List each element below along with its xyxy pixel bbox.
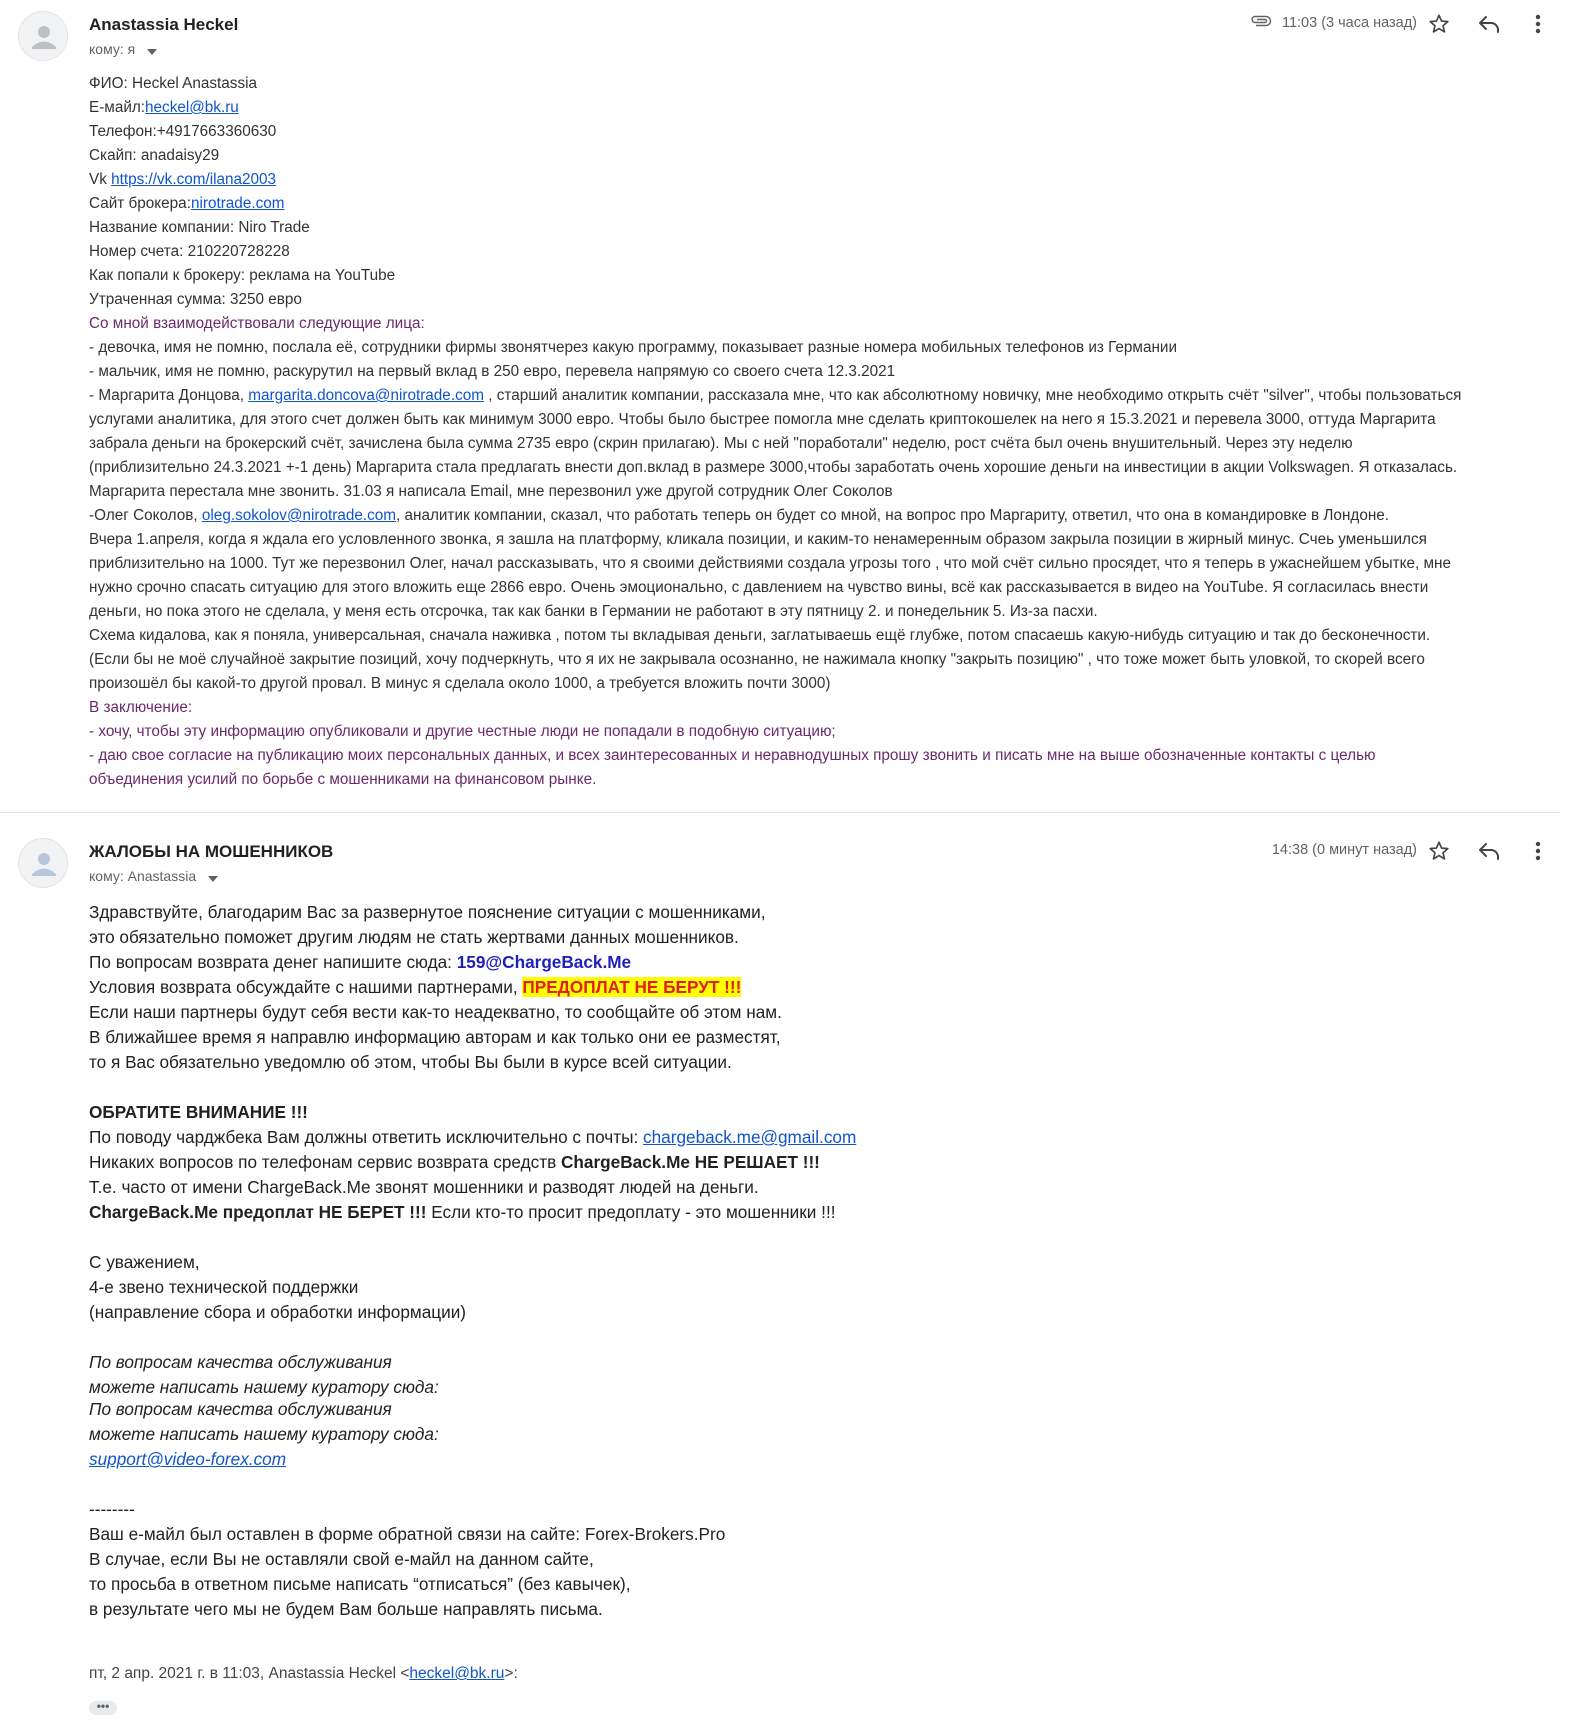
conclusion-heading: В заключение: — [89, 699, 193, 716]
body-line — [89, 1447, 1489, 1472]
chargeback-email[interactable]: 159@ChargeBack.Me — [456, 952, 632, 972]
email-link[interactable]: heckel@bk.ru — [145, 99, 239, 116]
message-body — [89, 900, 1489, 1622]
message-time: 14:38 (0 минут назад) — [1271, 842, 1417, 858]
star-icon — [1428, 13, 1450, 35]
reply-button[interactable] — [1476, 838, 1502, 864]
body-line: Маргарита перестала мне звонить. 31.03 я написала Email, мне перезвонил уже другой сотрудник Олег Соколов — [89, 483, 893, 500]
recipient-label: кому: Anastassia — [89, 868, 197, 884]
body-line: В ближайшее время я направлю информацию авторам и как только они ее разместят, — [89, 1027, 781, 1047]
more-vert-icon — [1535, 841, 1541, 861]
body-line: Как попали к брокеру: реклама на YouTube — [89, 267, 396, 284]
sender-name[interactable]: ЖАЛОБЫ НА МОШЕННИКОВ — [89, 842, 334, 861]
more-vert-icon — [1535, 14, 1541, 34]
vk-link[interactable]: https://vk.com/ilana2003 — [111, 171, 277, 188]
body-line: Номер счета: 210220728228 — [89, 243, 290, 260]
signature-line: (направление сбора и обработки информации) — [89, 1302, 467, 1322]
body-line: забрала деньги на брокерский счёт, зачислена была сумма 2735 евро (скрин прилагаю). Мы с ней "поработали" неделю, рост счёта был очень внушительный. Через эту неделю — [89, 435, 1353, 452]
star-button[interactable] — [1426, 11, 1452, 37]
reply-icon — [1477, 13, 1501, 35]
body-line: Сайт брокера:nirotrade.com — [89, 195, 285, 212]
body-line: В случае, если Вы не оставляли свой е-майл на данном сайте, — [89, 1549, 594, 1569]
chevron-down-icon[interactable] — [208, 869, 218, 885]
message-meta — [1272, 842, 1417, 858]
email-link[interactable]: chargeback.me@gmail.com — [643, 1127, 857, 1147]
body-line: (Если бы не моё случайноё закрытие позиций, хочу подчеркнуть, что я их не закрывала осознанно, не нажимала кнопку "закрыть позицию" , что тоже может быть уловкой, то скорей всего — [89, 651, 1425, 668]
reply-button[interactable] — [1476, 11, 1502, 37]
email-link[interactable]: margarita.doncova@nirotrade.com — [248, 387, 484, 404]
attention-heading: ОБРАТИТЕ ВНИМАНИЕ !!! — [89, 1102, 308, 1122]
body-line: Условия возврата обсуждайте с нашими партнерами, ПРЕДОПЛАТ НЕ БЕРУТ !!! — [89, 977, 742, 997]
message-body — [89, 72, 1569, 792]
body-line: Телефон:+4917663360630 — [89, 123, 277, 140]
body-line: Никаких вопросов по телефонам сервис возврата средств ChargeBack.Me НЕ РЕШАЕТ !!! — [89, 1152, 820, 1172]
star-button[interactable] — [1426, 838, 1452, 864]
body-line: По вопросам возврата денег напишите сюда: 159@ChargeBack.Me — [89, 952, 632, 972]
body-line: -Олег Соколов, oleg.sokolov@nirotrade.com, аналитик компании, сказал, что работать теперь он будет со мной, на вопрос про Маргариту, ответил, что она в командировке в Лондоне. — [89, 507, 1390, 524]
message-meta — [1250, 15, 1417, 31]
clipped-line: можете написать нашему куратору сюда: — [89, 1377, 439, 1397]
body-line: - девочка, имя не помню, послала её, сотрудники фирмы звонятчерез какую программу, показывает разные номера мобильных телефонов из Германии — [89, 339, 1177, 356]
body-line: то просьба в ответном письме написать “отписаться” (без кавычек), — [89, 1574, 631, 1594]
body-line: По вопросам качества обслуживания — [89, 1399, 392, 1419]
body-line: Схема кидалова, как я поняла, универсальная, сначала наживка , потом ты вкладывая деньги, заглатываешь ещё глубже, потом спасаешь какую-нибудь ситуацию и так до бесконечности. — [89, 627, 1431, 644]
signature-line: 4-е звено технической поддержки — [89, 1277, 359, 1297]
body-line: Vk https://vk.com/ilana2003 — [89, 171, 277, 188]
body-line: это обязательно поможет другим людям не стать жертвами данных мошенников. — [89, 927, 739, 947]
body-line: Название компании: Niro Trade — [89, 219, 310, 236]
recipient-label: кому: я — [89, 41, 136, 57]
recipient-line[interactable] — [89, 41, 157, 58]
reply-icon — [1477, 840, 1501, 862]
interactions-heading: Со мной взаимодействовали следующие лица: — [89, 315, 425, 332]
person-icon — [19, 839, 69, 889]
person-icon — [19, 12, 69, 62]
body-line: ChargeBack.Me предоплат НЕ БЕРЕТ !!! Если кто-то просит предоплату - это мошенники !!! — [89, 1202, 836, 1222]
body-line: По вопросам качества обслуживания — [89, 1352, 392, 1372]
body-line: - даю свое согласие на публикацию моих персональных данных, и всех заинтересованных и неравнодушных прошу звонить и писать мне на выше обозначенные контакты с целью — [89, 747, 1376, 764]
avatar[interactable] — [18, 838, 68, 888]
signature-line: С уважением, — [89, 1252, 200, 1272]
email-link[interactable]: heckel@bk.ru — [409, 1665, 505, 1682]
message-divider — [0, 812, 1560, 813]
quoted-header: пт, 2 апр. 2021 г. в 11:03, Anastassia Heckel <heckel@bk.ru>: — [89, 1665, 518, 1682]
more-options-button[interactable] — [1525, 11, 1551, 37]
more-options-button[interactable] — [1525, 838, 1551, 864]
body-line: Вчера 1.апреля, когда я ждала его условленного звонка, я зашла на платформу, кликала позиции, и каким-то ненамеренным образом закрыла позиции в жирный минус. Счеь уменьшился — [89, 531, 1427, 548]
body-line: - хочу, чтобы эту информацию опубликовали и другие честные люди не попадали в подобную ситуацию; — [89, 723, 836, 740]
body-line: Здравствуйте, благодарим Вас за развернутое пояснение ситуации с мошенниками, — [89, 902, 766, 922]
avatar[interactable] — [18, 11, 68, 61]
message-time: 11:03 (3 часа назад) — [1281, 15, 1417, 31]
body-line: Т.е. часто от имени ChargeBack.Me звонят мошенники и разводят людей на деньги. — [89, 1177, 759, 1197]
email-link[interactable]: support@video-forex.com — [89, 1449, 287, 1469]
show-trimmed-content-button[interactable]: ••• — [89, 1701, 117, 1715]
body-line: Если наши партнеры будут себя вести как-то неадекватно, то сообщайте об этом нам. — [89, 1002, 782, 1022]
body-line: - Маргарита Донцова, margarita.doncova@nirotrade.com , старший аналитик компании, рассказала мне, что как абсолютному новичку, мне необходимо открыть счёт "silver", чтобы пользоваться — [89, 387, 1462, 404]
body-line: (приблизительно 24.3.2021 +-1 день) Маргарита стала предлагать внести доп.вклад в размере 3000,чтобы заработать очень хорошие деньги на инвестиции в акции Volkswagen. Я отказалась. — [89, 459, 1458, 476]
sender-name[interactable]: Anastassia Heckel — [89, 15, 239, 34]
body-line: Ваш е-майл был оставлен в форме обратной связи на сайте: Forex-Brokers.Pro — [89, 1524, 726, 1544]
separator-line: -------- — [89, 1499, 135, 1519]
body-line: произошёл бы какой-то другой провал. В минус я сделала около 1000, а требуется вложить почти 3000) — [89, 675, 831, 692]
body-line: Скайп: anadaisy29 — [89, 147, 220, 164]
body-line: деньги, но пока этого не сделала, у меня есть отсрочка, так как банки в Германии не работают в эту пятницу 2. и понедельник 5. Из-за пасхи. — [89, 603, 1098, 620]
paperclip-icon — [1250, 15, 1272, 31]
broker-site-link[interactable]: nirotrade.com — [190, 195, 285, 212]
star-icon — [1428, 840, 1450, 862]
body-line: объединения усилий по борьбе с мошенниками на финансовом рынке. — [89, 771, 597, 788]
body-line: в результате чего мы не будем Вам больше направлять письма. — [89, 1599, 603, 1619]
no-prepayment-warning: ПРЕДОПЛАТ НЕ БЕРУТ !!! — [522, 977, 742, 997]
body-line: ФИО: Heckel Anastassia — [89, 75, 258, 92]
body-line: можете написать нашему куратору сюда: — [89, 1424, 439, 1444]
chevron-down-icon[interactable] — [147, 42, 157, 58]
body-line: По поводу чарджбека Вам должны ответить исключительно с почты: chargeback.me@gmail.com — [89, 1127, 857, 1147]
body-line: Утраченная сумма: 3250 евро — [89, 291, 302, 308]
body-line: Е-майл:heckel@bk.ru — [89, 99, 239, 116]
body-line: услугами аналитика, для этого счет должен быть как минимум 3000 евро. Чтобы было быстрее помогла мне сделать криптокошелек на него я 15.3.2021 и перевела 3000, оттуда Маргарита — [89, 411, 1436, 428]
recipient-line[interactable] — [89, 868, 218, 885]
email-link[interactable]: oleg.sokolov@nirotrade.com — [201, 507, 396, 524]
body-line: - мальчик, имя не помню, раскурутил на первый вклад в 250 евро, перевела напрямую со своего счета 12.3.2021 — [89, 363, 896, 380]
body-line: нужно срочно спасать ситуацию для этого вложить еще 2866 евро. Очень эмоционально, с давлением на чувство вины, всё как рассказывается в видео на YouTube. Я согласилась внести — [89, 579, 1429, 596]
body-line: приблизительно на 1000. Тут же перезвонил Олег, начал рассказывать, что я своими действиями создала угрозы того , что мой счёт сильно просядет, что я теперь в ужаснейшем убытке, мне — [89, 555, 1451, 572]
body-line: то я Вас обязательно уведомлю об этом, чтобы Вы были в курсе всей ситуации. — [89, 1052, 732, 1072]
